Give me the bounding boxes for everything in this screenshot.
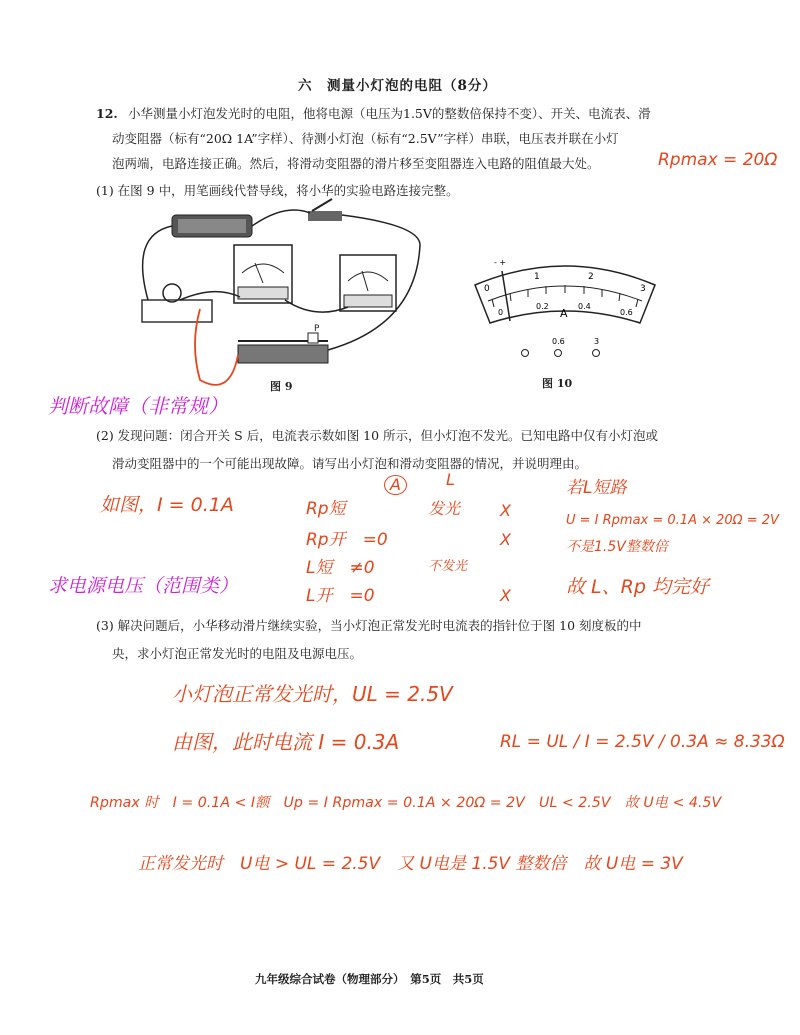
- hw-ruo-l: 若L短路: [566, 478, 627, 498]
- figure-9-caption: 图 9: [270, 380, 293, 393]
- figure-9-circuit: [120, 205, 450, 395]
- voltmeter-fig9: [340, 255, 396, 311]
- note-rpmax: Rpmax = 20Ω: [658, 150, 778, 170]
- hw-p3-l1: 小灯泡正常发光时，UL = 2.5V: [172, 682, 453, 706]
- hw-col-l: L: [446, 470, 455, 489]
- terminal-neg: [522, 350, 529, 357]
- dial-top-tick-1: 1: [534, 272, 540, 282]
- dial-sign: - +: [494, 258, 507, 267]
- question-number: 12.: [96, 106, 118, 121]
- terminal-06: [555, 350, 562, 357]
- hw-p3-l3: Rpmax 时 I = 0.1A < I额 Up = I Rpmax = 0.1A × 20Ω = 2V UL < 2.5V 故 U电 < 4.5V: [90, 795, 722, 811]
- hw-rp-short: Rp短: [306, 499, 346, 519]
- hw-conclusion: 故 L、Rp 均完好: [566, 576, 709, 598]
- dial-top-tick-2: 2: [588, 272, 594, 282]
- hw-p3-l4: 正常发光时 U电 > UL = 2.5V 又 U电是 1.5V 整数倍 故 U电 = 3V: [138, 854, 683, 874]
- rheostat: [238, 333, 328, 363]
- page-footer: 九年级综合试卷（物理部分） 第5页 共5页: [255, 972, 484, 986]
- hw-l-open: L开 =0: [306, 586, 375, 606]
- dial-bottom-tick-3: 0.6: [620, 308, 633, 317]
- part2-line1: (2) 发现问题：闭合开关 S 后，电流表示数如图 10 所示，但小灯泡不发光。已知电路中仅有小灯泡或: [96, 428, 659, 443]
- figure-10-ammeter-dial: [470, 255, 660, 395]
- dial-bottom-tick-2: 0.4: [578, 302, 591, 311]
- note-voltage: 求电源电压（范围类）: [48, 575, 239, 597]
- hw-bu-fa-guang: 不发光: [428, 559, 468, 574]
- dial-unit: A: [560, 307, 568, 320]
- dial-top-tick-3: 3: [640, 284, 646, 294]
- terminal-label-3: 3: [594, 337, 600, 346]
- section-title: 六 测量小灯泡的电阻（8分）: [298, 78, 497, 94]
- hw-x2: X: [500, 530, 511, 549]
- dial-top-tick-0: 0: [484, 284, 490, 294]
- hw-fa-guang: 发光: [428, 499, 461, 518]
- label-p: P: [314, 324, 320, 334]
- note-fault: 判断故障（非常规）: [48, 394, 228, 418]
- hw-ru-tu: 如图，I = 0.1A: [100, 494, 234, 516]
- hw-calc: U = I Rpmax = 0.1A × 20Ω = 2V: [566, 513, 779, 528]
- hw-col-a: A: [384, 475, 407, 495]
- part3-line1: (3) 解决问题后，小华移动滑片继续实验，当小灯泡正常发光时电流表的指针位于图 10 刻度板的中: [96, 618, 642, 633]
- part3-line2: 央，求小灯泡正常发光时的电阻及电源电压。: [112, 646, 363, 661]
- hw-p3-l2: 由图，此时电流 I = 0.3A: [172, 730, 400, 754]
- q12-line3: 泡两端，电路连接正确。然后，将滑动变阻器的滑片移至变阻器连入电路的阻值最大处。: [112, 156, 600, 171]
- dial-bottom-tick-1: 0.2: [536, 302, 549, 311]
- switch: [308, 199, 342, 221]
- hw-x1: X: [500, 501, 511, 520]
- hw-p3-formula: RL = UL / I = 2.5V / 0.3A ≈ 8.33Ω: [500, 732, 785, 752]
- hw-rp-open: Rp开 =0: [306, 530, 388, 550]
- q12-line1: 小华测量小灯泡发光时的电阻，他将电源（电压为1.5V的整数倍保持不变）、开关、电流表、滑: [128, 106, 651, 121]
- dial-bottom-tick-0: 0: [498, 308, 504, 317]
- ammeter-fig9: [234, 245, 292, 303]
- figure-10-caption: 图 10: [542, 377, 573, 390]
- terminal-label-06: 0.6: [552, 337, 565, 346]
- terminal-3: [593, 350, 600, 357]
- hw-x3: X: [500, 586, 511, 605]
- hw-l-short: L短 ≠0: [306, 558, 375, 578]
- part2-line2: 滑动变阻器中的一个可能出现故障。请写出小灯泡和滑动变阻器的情况，并说明理由。: [112, 456, 588, 471]
- q12-line2: 动变阻器（标有“20Ω 1A”字样）、待测小灯泡（标有“2.5V”字样）串联，电压表并联在小灯: [112, 131, 619, 146]
- part1-text: (1) 在图 9 中，用笔画线代替导线，将小华的实验电路连接完整。: [96, 183, 459, 198]
- hw-not-mult: 不是1.5V整数倍: [566, 539, 668, 555]
